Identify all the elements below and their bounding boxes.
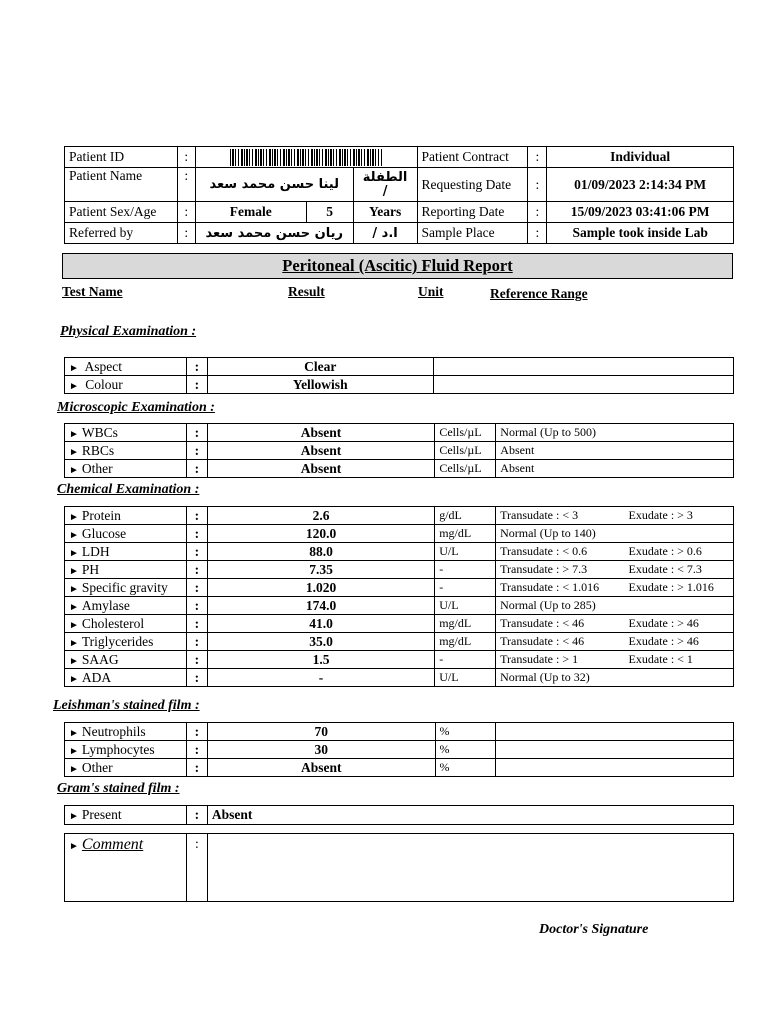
table-row: ► LDH : 88.0 U/L Transudate : < 0.6 Exudate : > 0.6 <box>65 543 734 561</box>
test-unit: mg/dL <box>435 615 496 633</box>
test-result: Absent <box>207 759 435 777</box>
test-result: Absent <box>207 442 435 460</box>
table-row: ► PH : 7.35 - Transudate : > 7.3 Exudate : < 7.3 <box>65 561 734 579</box>
reporting-date-value: 15/09/2023 03:41:06 PM <box>547 202 734 223</box>
table-row: ► WBCs : Absent Cells/µL Normal (Up to 500) <box>65 424 734 442</box>
test-result: Absent <box>207 424 435 442</box>
header-unit: Unit <box>418 284 444 299</box>
comment-value <box>207 834 733 902</box>
test-reference-exudate: Exudate : > 3 <box>625 507 734 525</box>
patient-name-label: Patient Name <box>65 168 178 202</box>
test-unit: % <box>435 741 496 759</box>
test-reference: Normal (Up to 32) <box>496 669 734 687</box>
test-name: Amylase <box>81 597 130 613</box>
test-reference: Normal (Up to 285) <box>496 597 734 615</box>
patient-info-table: Patient ID : Patient Contract : Individual Patient Name : لينا حسن محمد سعد الطفلة / Requesting Date : 01/09/2023 2:14:34 PM Patient Sex/Age : Female 5 Years Reporting Date : 15/09/2023 03:41:06 PM Referred by : ريان حسن محمد سعد ا.د / Sample Place : Sample took inside Lab <box>64 146 734 244</box>
test-result: 88.0 <box>207 543 434 561</box>
table-row: ► SAAG : 1.5 - Transudate : > 1 Exudate : < 1 <box>65 651 734 669</box>
patient-name-value: لينا حسن محمد سعد <box>195 168 353 202</box>
test-name: Present <box>81 807 122 822</box>
patient-contract-value: Individual <box>547 147 734 168</box>
test-reference-exudate: Exudate : < 1 <box>625 651 734 669</box>
referred-by-value: ريان حسن محمد سعد <box>195 223 353 244</box>
requesting-date-value: 01/09/2023 2:14:34 PM <box>547 168 734 202</box>
header-reference-range: Reference Range <box>490 286 588 301</box>
test-result: Yellowish <box>207 376 433 394</box>
table-row: ► Neutrophils : 70 % <box>65 723 734 741</box>
test-name: PH <box>81 561 100 577</box>
header-test-name: Test Name <box>62 284 123 299</box>
section-leishman-stained-film: Leishman's stained film : <box>53 698 200 713</box>
test-reference: Transudate : > 7.3 <box>496 561 625 579</box>
doctor-signature-label: Doctor's Signature <box>539 922 649 937</box>
test-result: 2.6 <box>207 507 434 525</box>
table-row: ► Triglycerides : 35.0 mg/dL Transudate : < 46 Exudate : > 46 <box>65 633 734 651</box>
test-name: Glucose <box>81 525 127 541</box>
table-row: ► Present : Absent <box>65 806 734 825</box>
test-name: SAAG <box>81 651 119 667</box>
test-reference: Transudate : < 1.016 <box>496 579 625 597</box>
referred-by-prefix: ا.د / <box>353 223 417 244</box>
test-result: 1.020 <box>207 579 434 597</box>
test-unit: U/L <box>435 597 496 615</box>
test-unit: U/L <box>435 669 496 687</box>
patient-age-unit: Years <box>353 202 417 223</box>
test-reference: Absent <box>496 442 734 460</box>
patient-age: 5 <box>306 202 353 223</box>
test-unit: mg/dL <box>435 525 496 543</box>
test-result: 7.35 <box>207 561 434 579</box>
test-name: ADA <box>81 669 112 685</box>
table-row: ► ADA : - U/L Normal (Up to 32) <box>65 669 734 687</box>
chemical-table <box>64 506 734 687</box>
referred-by-label: Referred by <box>65 223 178 244</box>
header-result: Result <box>288 284 325 299</box>
sample-place-label: Sample Place <box>417 223 528 244</box>
test-reference: Transudate : < 46 <box>496 615 625 633</box>
test-name: Lymphocytes <box>81 741 155 757</box>
test-unit: - <box>435 579 496 597</box>
test-unit: - <box>435 651 496 669</box>
physical-table <box>64 357 734 394</box>
patient-contract-label: Patient Contract <box>417 147 528 168</box>
table-row: ► Aspect : Clear <box>65 358 734 376</box>
table-row: ► Lymphocytes : 30 % <box>65 741 734 759</box>
reporting-date-label: Reporting Date <box>417 202 528 223</box>
table-row: ► Specific gravity : 1.020 - Transudate : < 1.016 Exudate : > 1.016 <box>65 579 734 597</box>
patient-sex: Female <box>195 202 306 223</box>
test-result: - <box>207 669 434 687</box>
test-unit: U/L <box>435 543 496 561</box>
test-reference-exudate: Exudate : > 46 <box>625 615 734 633</box>
test-reference-exudate: Exudate : > 46 <box>625 633 734 651</box>
test-result: 41.0 <box>207 615 434 633</box>
test-result: Clear <box>207 358 433 376</box>
table-row: ► Protein : 2.6 g/dL Transudate : < 3 Exudate : > 3 <box>65 507 734 525</box>
table-row: ► RBCs : Absent Cells/µL Absent <box>65 442 734 460</box>
table-row: ► Other : Absent % <box>65 759 734 777</box>
comment-table: ► Comment : <box>64 833 734 902</box>
report-title-bar <box>62 253 733 279</box>
section-chemical-examination: Chemical Examination : <box>57 482 200 497</box>
patient-sex-age-label: Patient Sex/Age <box>65 202 178 223</box>
table-row: ► Amylase : 174.0 U/L Normal (Up to 285) <box>65 597 734 615</box>
test-unit: g/dL <box>435 507 496 525</box>
table-row: ► Glucose : 120.0 mg/dL Normal (Up to 140) <box>65 525 734 543</box>
report-title: Peritoneal (Ascitic) Fluid Report <box>282 256 513 275</box>
test-result: 174.0 <box>207 597 434 615</box>
section-physical-examination: Physical Examination : <box>60 324 197 339</box>
test-reference-exudate: Exudate : > 1.016 <box>625 579 734 597</box>
test-reference: Transudate : < 0.6 <box>496 543 625 561</box>
table-row: ► Colour : Yellowish <box>65 376 734 394</box>
test-name: Specific gravity <box>81 579 168 595</box>
patient-id-barcode <box>195 147 417 168</box>
test-name: Cholesterol <box>81 615 145 631</box>
test-name: Aspect <box>84 358 123 374</box>
test-name: Colour <box>85 376 123 392</box>
leishman-table <box>64 722 734 777</box>
test-unit: Cells/µL <box>435 442 496 460</box>
test-reference: Transudate : < 3 <box>496 507 625 525</box>
test-reference: Normal (Up to 140) <box>496 525 734 543</box>
test-result: 120.0 <box>207 525 434 543</box>
test-name: Triglycerides <box>81 633 154 649</box>
test-name: RBCs <box>81 442 115 458</box>
test-reference: Normal (Up to 500) <box>496 424 734 442</box>
test-result: 70 <box>207 723 435 741</box>
test-result: Absent <box>207 806 733 825</box>
microscopic-table <box>64 423 734 478</box>
table-row: ► Other : Absent Cells/µL Absent <box>65 460 734 478</box>
test-reference: Transudate : > 1 <box>496 651 625 669</box>
test-result: Absent <box>207 460 435 478</box>
test-reference-exudate: Exudate : < 7.3 <box>625 561 734 579</box>
test-unit: - <box>435 561 496 579</box>
test-result: 35.0 <box>207 633 434 651</box>
test-result: 1.5 <box>207 651 434 669</box>
test-name: Neutrophils <box>81 723 146 739</box>
test-unit: % <box>435 759 496 777</box>
test-result: 30 <box>207 741 435 759</box>
test-unit: % <box>435 723 496 741</box>
section-gram-stained-film: Gram's stained film : <box>57 781 180 796</box>
test-name: Other <box>81 460 113 476</box>
test-name: WBCs <box>81 424 118 440</box>
test-name: LDH <box>81 543 110 559</box>
test-reference-exudate: Exudate : > 0.6 <box>625 543 734 561</box>
patient-id-label: Patient ID <box>65 147 178 168</box>
sample-place-value: Sample took inside Lab <box>547 223 734 244</box>
test-reference: Transudate : < 46 <box>496 633 625 651</box>
comment-label: Comment <box>81 836 144 853</box>
gram-table <box>64 805 734 825</box>
test-unit: mg/dL <box>435 633 496 651</box>
section-microscopic-examination: Microscopic Examination : <box>57 400 215 415</box>
test-reference: Absent <box>496 460 734 478</box>
test-unit: Cells/µL <box>435 460 496 478</box>
test-unit: Cells/µL <box>435 424 496 442</box>
requesting-date-label: Requesting Date <box>417 168 528 202</box>
test-name: Protein <box>81 507 121 523</box>
test-name: Other <box>81 759 113 775</box>
patient-name-prefix: الطفلة / <box>353 168 417 202</box>
table-row: ► Cholesterol : 41.0 mg/dL Transudate : < 46 Exudate : > 46 <box>65 615 734 633</box>
